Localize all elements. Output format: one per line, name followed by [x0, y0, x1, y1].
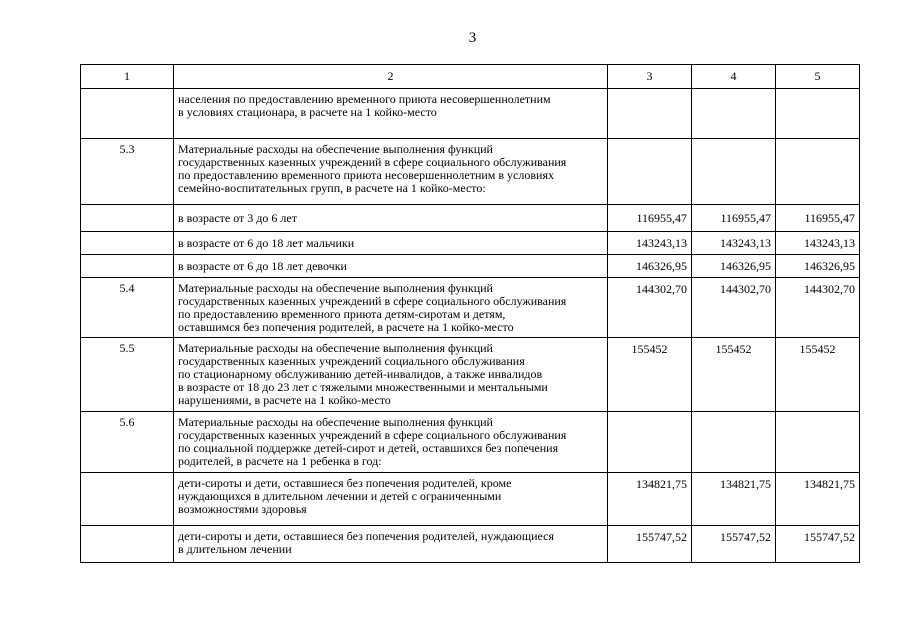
value-cell-v3: 144302,70: [608, 278, 692, 338]
description-cell: Материальные расходы на обеспечение выполнения функций государственных казенных учреждений социального обслуживания по стационарному обслуживанию детей-инвалидов, а также инвалидов в возрасте от 18 до 23 лет с тяжелыми множественными и ментальными нарушениями, в расчете на 1 койко-место: [174, 338, 608, 412]
value-cell-v3: [608, 139, 692, 205]
description-cell: в возрасте от 3 до 6 лет: [174, 205, 608, 232]
value-cell-v3: [608, 412, 692, 473]
value-cell-v3: 134821,75: [608, 473, 692, 526]
value-cell-v5: 155747,52: [776, 526, 860, 563]
description-cell: населения по предоставлению временного приюта несовершеннолетним в условиях стационара, в расчете на 1 койко-место: [174, 89, 608, 139]
table-row: [81, 255, 860, 278]
value-cell-v5: 155452: [776, 338, 860, 412]
table-row: [81, 412, 860, 473]
description-cell: дети-сироты и дети, оставшиеся без попечения родителей, нуждающиеся в длительном лечении: [174, 526, 608, 563]
header-cell: 3: [608, 65, 692, 89]
value-cell-v3: 155747,52: [608, 526, 692, 563]
value-cell-v5: [776, 412, 860, 473]
row-number-cell: 5.6: [81, 412, 174, 473]
value-cell-v4: [692, 89, 776, 139]
value-cell-v4: 134821,75: [692, 473, 776, 526]
row-number-cell: 5.5: [81, 338, 174, 412]
value-cell-v3: 155452: [608, 338, 692, 412]
value-cell-v5: 144302,70: [776, 278, 860, 338]
value-cell-v3: [608, 89, 692, 139]
row-number-cell: [81, 473, 174, 526]
value-cell-v4: 146326,95: [692, 255, 776, 278]
table-row: [81, 473, 860, 526]
value-cell-v4: 155747,52: [692, 526, 776, 563]
value-cell-v4: [692, 412, 776, 473]
table-row: [81, 139, 860, 205]
value-cell-v4: 116955,47: [692, 205, 776, 232]
table-row: [81, 278, 860, 338]
value-cell-v5: 143243,13: [776, 232, 860, 255]
description-cell: в возрасте от 6 до 18 лет девочки: [174, 255, 608, 278]
description-cell: Материальные расходы на обеспечение выполнения функций государственных казенных учреждений в сфере социального обслуживания по предоставлению временного приюта детям-сиротам и детям, оставшимся без попечения родителей, в расчете на 1 койко-место: [174, 278, 608, 338]
value-cell-v4: 144302,70: [692, 278, 776, 338]
value-cell-v3: 143243,13: [608, 232, 692, 255]
description-cell: в возрасте от 6 до 18 лет мальчики: [174, 232, 608, 255]
row-number-cell: [81, 255, 174, 278]
header-cell: 2: [174, 65, 608, 89]
table-header-row: [81, 65, 860, 89]
row-number-cell: [81, 89, 174, 139]
row-number-cell: 5.4: [81, 278, 174, 338]
value-cell-v4: [692, 139, 776, 205]
value-cell-v5: 146326,95: [776, 255, 860, 278]
table-row: [81, 89, 860, 139]
header-cell: 5: [776, 65, 860, 89]
row-number-cell: [81, 232, 174, 255]
description-cell: Материальные расходы на обеспечение выполнения функций государственных казенных учреждений в сфере социального обслуживания по предоставлению временного приюта несовершеннолетним в условиях семейно-воспитательных групп, в расчете на 1 койко-место:: [174, 139, 608, 205]
value-cell-v4: 143243,13: [692, 232, 776, 255]
header-cell: 1: [81, 65, 174, 89]
value-cell-v5: 134821,75: [776, 473, 860, 526]
norms-table: [80, 64, 860, 563]
page-number: 3: [468, 30, 477, 46]
table-row: [81, 526, 860, 563]
value-cell-v5: [776, 139, 860, 205]
value-cell-v4: 155452: [692, 338, 776, 412]
description-cell: Материальные расходы на обеспечение выполнения функций государственных казенных учреждений в сфере социального обслуживания по социальной поддержке детей-сирот и детей, оставшихся без попечения родителей, в расчете на 1 ребенка в год:: [174, 412, 608, 473]
row-number-cell: 5.3: [81, 139, 174, 205]
header-cell: 4: [692, 65, 776, 89]
table-row: [81, 232, 860, 255]
row-number-cell: [81, 205, 174, 232]
table-row: [81, 338, 860, 412]
table-row: [81, 205, 860, 232]
value-cell-v3: 146326,95: [608, 255, 692, 278]
value-cell-v3: 116955,47: [608, 205, 692, 232]
description-cell: дети-сироты и дети, оставшиеся без попечения родителей, кроме нуждающихся в длительном лечении и детей с ограниченными возможностями здоровья: [174, 473, 608, 526]
value-cell-v5: 116955,47: [776, 205, 860, 232]
value-cell-v5: [776, 89, 860, 139]
row-number-cell: [81, 526, 174, 563]
